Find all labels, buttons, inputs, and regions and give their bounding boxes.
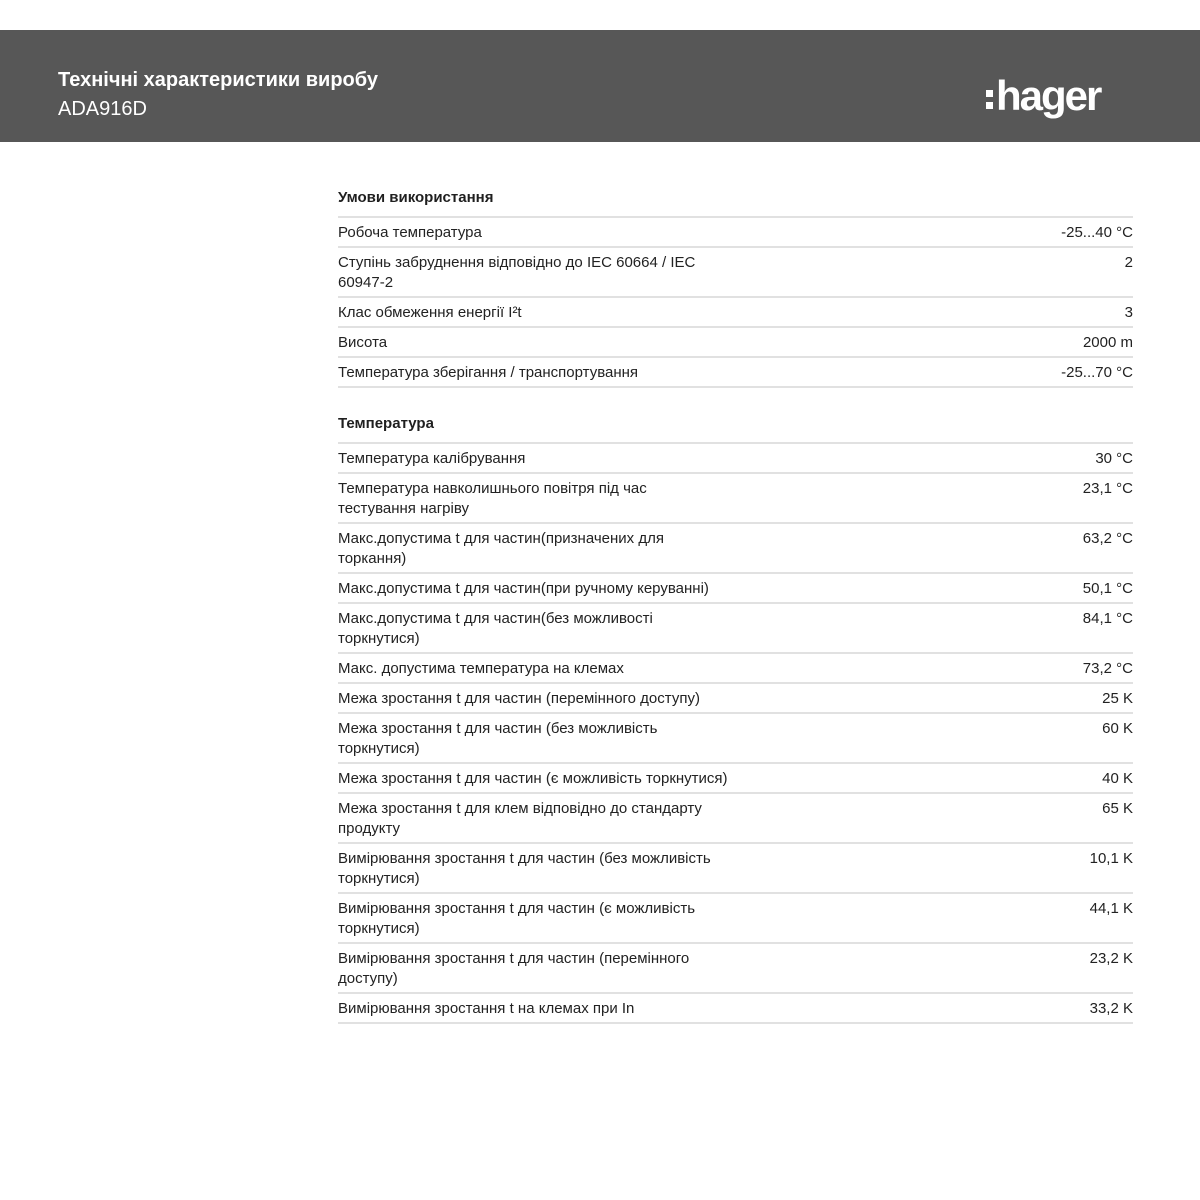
spec-value: 23,1 °C bbox=[1082, 480, 1133, 497]
spec-content bbox=[338, 188, 1133, 1050]
section-title: Температура bbox=[338, 414, 1133, 444]
spec-label: Макс.допустима t для частин(без можливості торкнутися) bbox=[338, 610, 653, 647]
spec-row bbox=[338, 604, 1133, 654]
spec-value: -25...70 °C bbox=[1061, 364, 1133, 381]
spec-value: 30 °C bbox=[1095, 450, 1133, 467]
spec-row bbox=[338, 684, 1133, 714]
spec-label: Вимірювання зростання t на клемах при In bbox=[338, 1000, 635, 1017]
spec-row bbox=[338, 944, 1133, 994]
spec-label: Температура зберігання / транспортування bbox=[338, 364, 639, 381]
spec-row bbox=[338, 794, 1133, 844]
spec-value: 40 K bbox=[1102, 770, 1133, 787]
spec-row bbox=[338, 894, 1133, 944]
section-title: Умови використання bbox=[338, 188, 1133, 218]
spec-label: Ступінь забруднення відповідно до IEC 60664 / IEC 60947-2 bbox=[338, 254, 696, 291]
spec-section bbox=[338, 188, 1133, 388]
spec-label: Робоча температура bbox=[338, 224, 482, 241]
spec-label: Макс.допустима t для частин(при ручному керуванні) bbox=[338, 580, 709, 597]
spec-row bbox=[338, 524, 1133, 574]
spec-label: Вимірювання зростання t для частин (без можливість торкнутися) bbox=[338, 850, 711, 887]
spec-value: 2 bbox=[1124, 254, 1133, 271]
page-title: Технічні характеристики виробу bbox=[58, 69, 378, 91]
spec-row bbox=[338, 654, 1133, 684]
spec-row bbox=[338, 248, 1133, 298]
spec-label: Межа зростання t для частин (є можливість торкнутися) bbox=[338, 770, 728, 787]
spec-label: Клас обмеження енергії I²t bbox=[338, 304, 522, 321]
spec-value: 44,1 K bbox=[1089, 900, 1133, 917]
spec-label: Макс. допустима температура на клемах bbox=[338, 660, 624, 677]
spec-row bbox=[338, 994, 1133, 1024]
spec-row bbox=[338, 474, 1133, 524]
spec-row bbox=[338, 574, 1133, 604]
spec-label: Межа зростання t для клем відповідно до стандарту продукту bbox=[338, 800, 702, 837]
spec-label: Температура навколишнього повітря під час тестування нагріву bbox=[338, 480, 647, 517]
logo-text: hager bbox=[996, 72, 1101, 119]
spec-row bbox=[338, 444, 1133, 474]
spec-value: 50,1 °C bbox=[1082, 580, 1133, 597]
spec-value: 33,2 K bbox=[1089, 1000, 1133, 1017]
hager-logo bbox=[986, 74, 1100, 118]
spec-value: 10,1 K bbox=[1089, 850, 1133, 867]
product-code: ADA916D bbox=[58, 98, 147, 120]
spec-section bbox=[338, 414, 1133, 1024]
spec-row bbox=[338, 358, 1133, 388]
spec-value: 2000 m bbox=[1082, 334, 1133, 351]
spec-label: Вимірювання зростання t для частин (перемінного доступу) bbox=[338, 950, 690, 987]
spec-value: 84,1 °C bbox=[1082, 610, 1133, 627]
spec-value: 23,2 K bbox=[1089, 950, 1133, 967]
spec-row bbox=[338, 328, 1133, 358]
logo-colon-icon bbox=[986, 90, 993, 109]
spec-value: 60 K bbox=[1102, 720, 1133, 737]
spec-label: Висота bbox=[338, 334, 388, 351]
spec-label: Вимірювання зростання t для частин (є можливість торкнутися) bbox=[338, 900, 696, 937]
header-banner bbox=[0, 30, 1200, 142]
spec-label: Межа зростання t для частин (перемінного доступу) bbox=[338, 690, 700, 707]
spec-row bbox=[338, 298, 1133, 328]
spec-value: 25 K bbox=[1102, 690, 1133, 707]
spec-value: -25...40 °C bbox=[1061, 224, 1133, 241]
spec-value: 63,2 °C bbox=[1082, 530, 1133, 547]
spec-value: 65 K bbox=[1102, 800, 1133, 817]
spec-value: 73,2 °C bbox=[1082, 660, 1133, 677]
spec-row bbox=[338, 218, 1133, 248]
spec-value: 3 bbox=[1124, 304, 1133, 321]
spec-label: Межа зростання t для частин (без можливість торкнутися) bbox=[338, 720, 658, 757]
spec-label: Макс.допустима t для частин(призначених для торкання) bbox=[338, 530, 664, 567]
spec-row bbox=[338, 764, 1133, 794]
spec-label: Температура калібрування bbox=[338, 450, 526, 467]
spec-row bbox=[338, 844, 1133, 894]
spec-row bbox=[338, 714, 1133, 764]
